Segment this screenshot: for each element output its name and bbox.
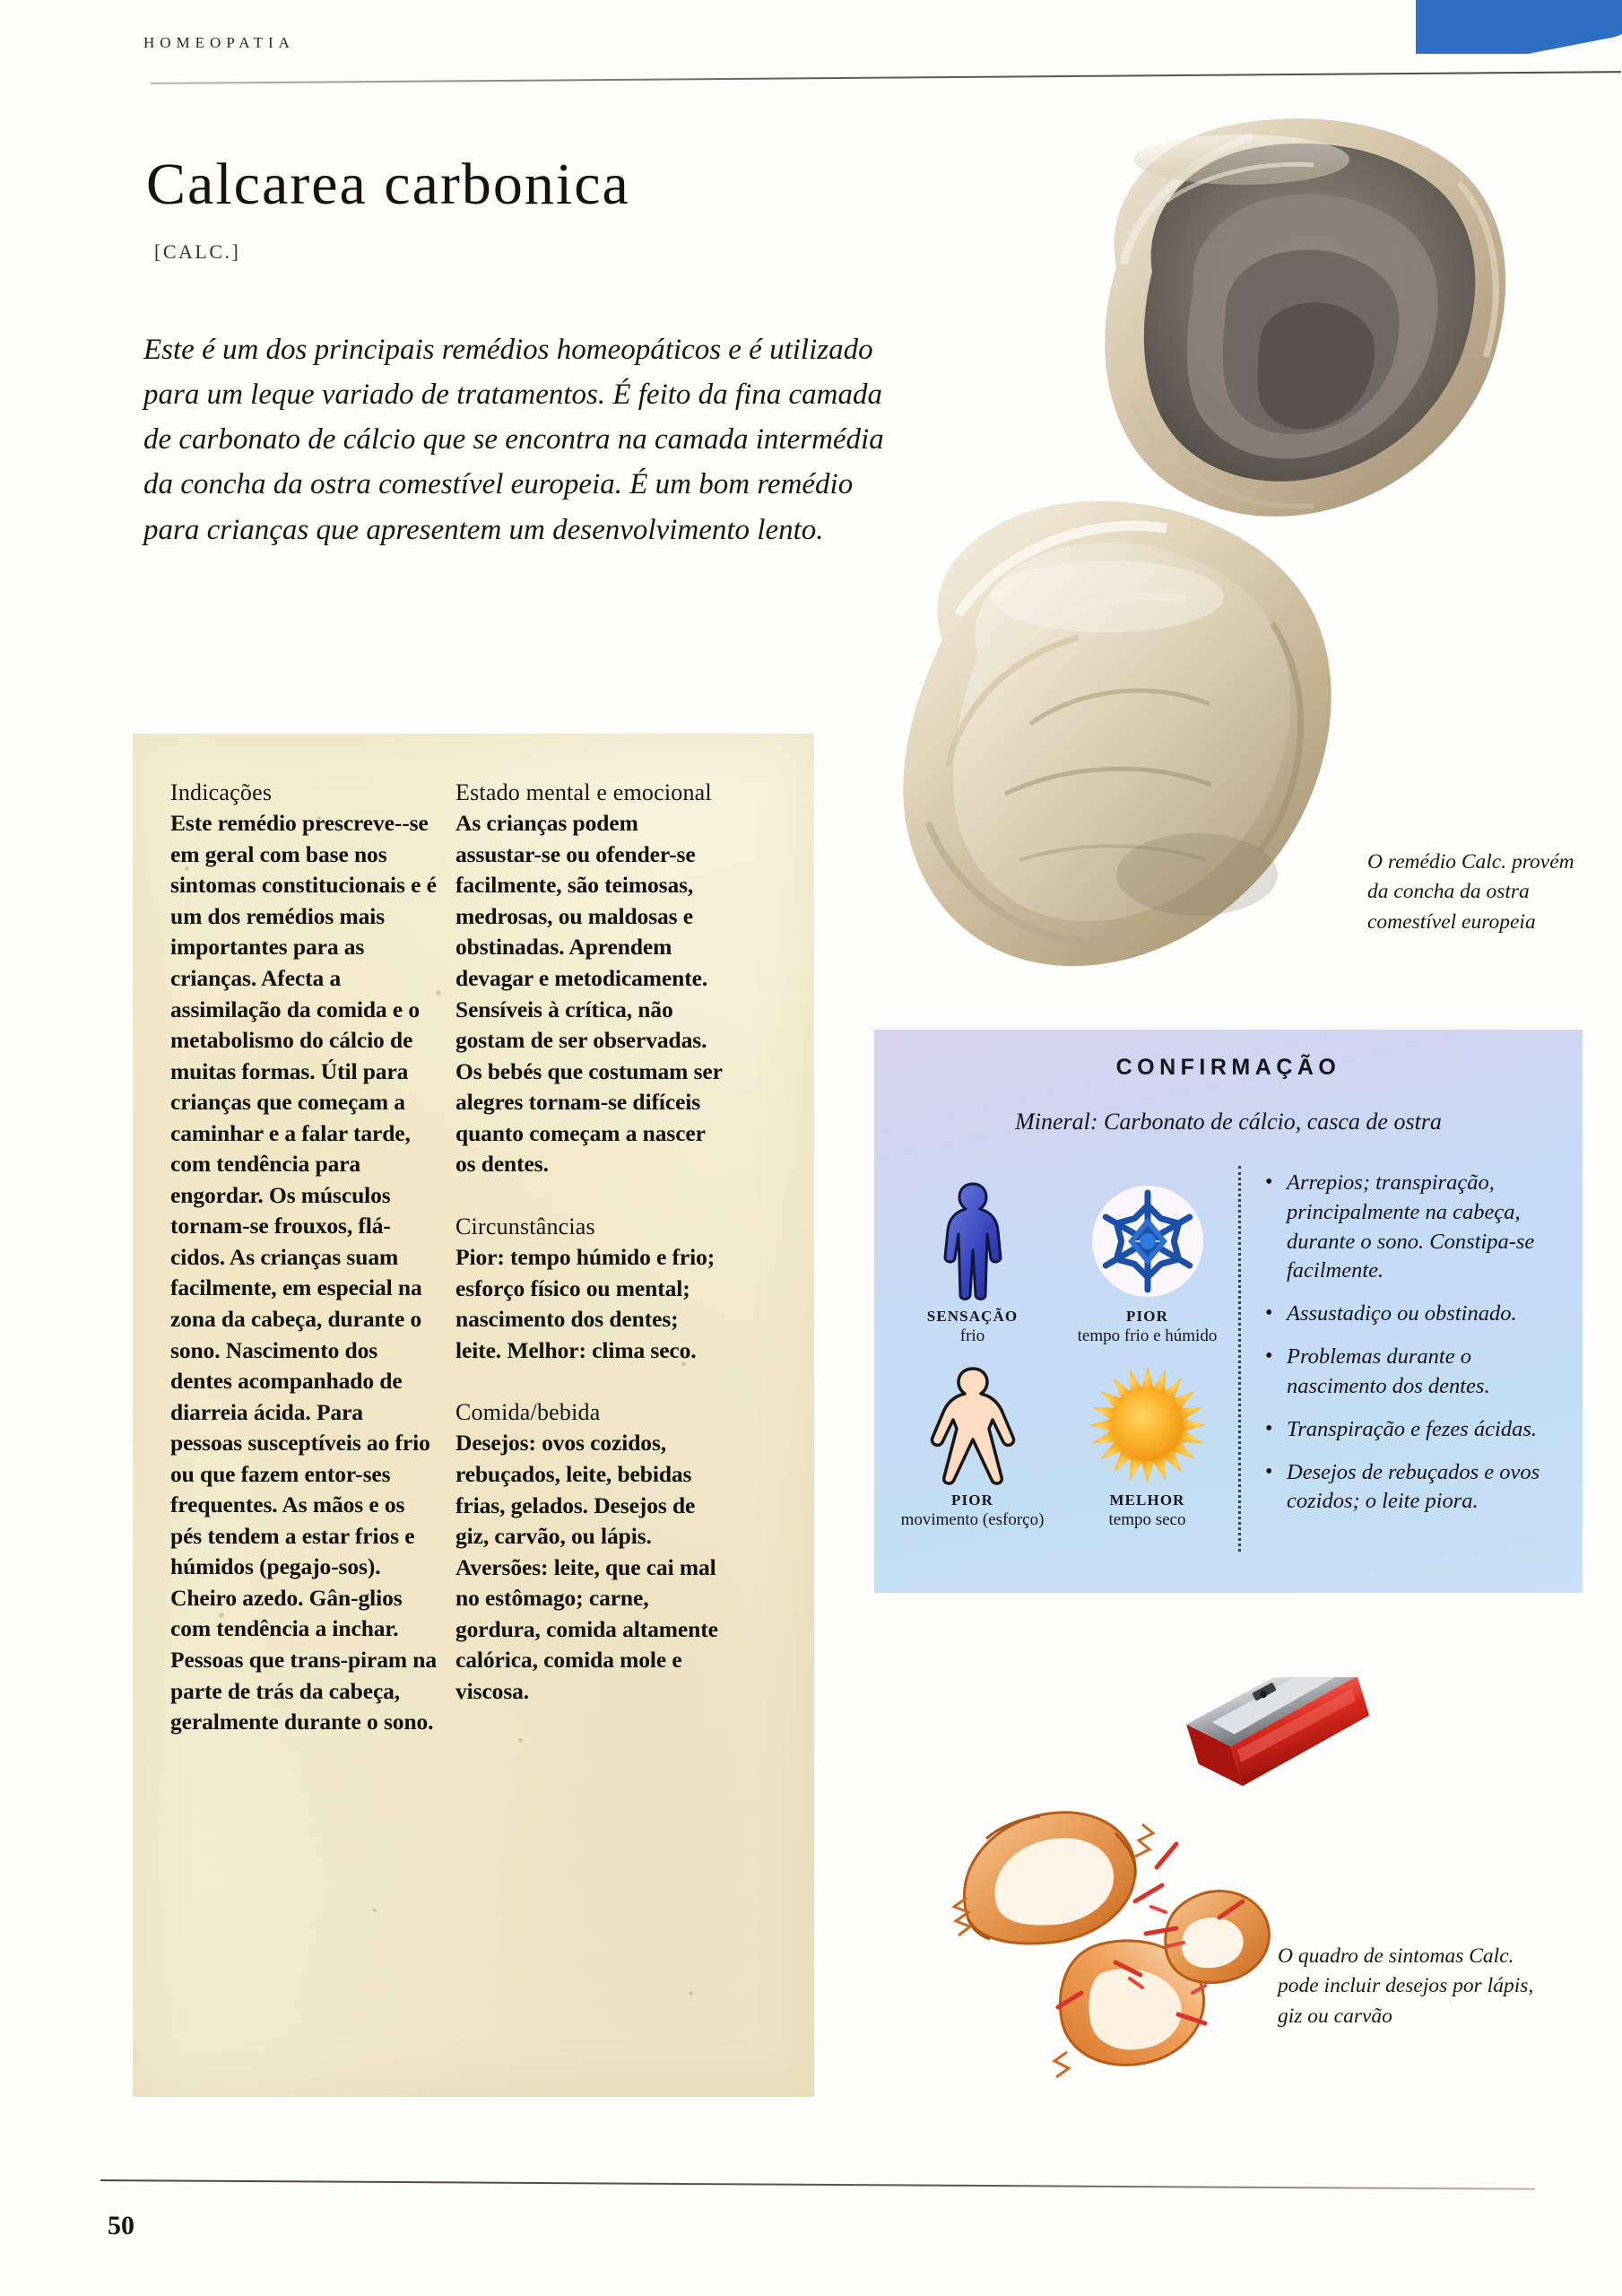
oyster-caption: O remédio Calc. provém da concha da ostra comestível europeia (1367, 850, 1574, 934)
mental-state-heading: Estado mental e emocional (455, 779, 712, 805)
snowflake-icon (1060, 1175, 1235, 1308)
icon-sub-label: tempo seco (1108, 1510, 1186, 1529)
section-spacer (455, 1366, 724, 1396)
running-head: HOMEOPATIA (143, 34, 295, 51)
indications-body: Este remédio prescreve--se em geral com base nos sintomas constitucionais e é um dos remédios mais importantes para as crianças. Afecta a assimilação da comida e o metabolismo do cálcio de muitas formas. Útil para crianças que começam a caminhar e a falar tarde, com tendência para engordar. Os músculos tornam-se frouxos, flá-cidos. As crianças suam facilmente, em especial na zona da cabeça, durante o sono. Nascimento dos dentes acompanhado de diarreia ácida. Para pessoas susceptíveis ao frio ou que fazem entor-ses frequentes. As mãos e os pés tendem a estar frios e húmidos (pegajo-sos). Cheiro azedo. Gân-glios com tendência a inchar. Pessoas que trans-piram na parte de trás da cabeça, geralmente durante o sono. (170, 810, 438, 1735)
page-number: 50 (108, 2211, 134, 2240)
mental-state-body: As crianças podem assustar-se ou ofender-se facilmente, são teimosas, medrosas, ou maldosas e obstinadas. Aprendem devagar e metodicamente. Sensíveis à crítica, não gostam de ser observadas. Os bebés que costumam ser alegres tornam-se difíceis quanto começam a nascer os dentes. (455, 810, 723, 1178)
list-item: • Assustadiço ou obstinado. (1262, 1300, 1557, 1329)
blue-person-icon (885, 1175, 1060, 1308)
symptom-panel (133, 734, 814, 2097)
footer-rule (100, 2179, 1535, 2190)
list-item: • Problemas durante o nascimento dos dentes. (1262, 1343, 1557, 1402)
icon-label: PIOR (951, 1492, 993, 1509)
remedy-abbreviation: [CALC.] (154, 240, 241, 263)
oyster-shell-photo-bottom (811, 489, 1358, 991)
corner-blue-decoration (1416, 0, 1622, 54)
food-drink-body: Desejos: ovos cozidos, rebuçados, leite, bebidas frias, gelados. Desejos de giz, carvão, ou lápis. Aversões: leite, que cai mal no estômago; carne, gordura, comida altamente calórica, comida mole e viscosa. (455, 1430, 718, 1704)
confirmation-icon-grid (885, 1175, 1235, 1530)
icon-cell-worse-cold-damp (1060, 1175, 1235, 1346)
indications-heading: Indicações (170, 779, 273, 805)
food-drink-heading: Comida/bebida (455, 1399, 601, 1426)
intro-paragraph: Este é um dos principais remédios homeopáticos e é utilizado para um leque variado de tratamentos. É feito da fina camada de carbonato de cálcio que se encontra na camada intermédia da concha da ostra comestível europeia. É um bom remédio para crianças que apresentem um desenvolvimento lento. (143, 334, 884, 546)
confirmation-divider (1238, 1166, 1241, 1552)
icon-sub-label: movimento (esforço) (900, 1510, 1045, 1529)
icon-cell-better-dry-weather (1060, 1359, 1235, 1530)
icon-sub-label: frio (959, 1326, 985, 1345)
confirmation-bullet-list (1262, 1169, 1557, 1530)
confirmation-title: CONFIRMAÇÃO (1115, 1055, 1341, 1080)
icon-cell-worse-movement (885, 1359, 1060, 1530)
icon-cell-sensation-cold (885, 1175, 1060, 1346)
list-item: • Arrepios; transpiração, principalmente na cabeça, durante o sono. Constipa-se facilmente. (1262, 1169, 1557, 1286)
header-rule (151, 71, 1621, 84)
oyster-shell-photo-top (1018, 106, 1520, 536)
circumstances-heading: Circunstâncias (455, 1213, 595, 1239)
icon-label: PIOR (1126, 1308, 1168, 1325)
page-title: Calcarea carbonica (146, 152, 630, 217)
mental-state-column (455, 777, 724, 1707)
list-item: • Desejos de rebuçados e ovos cozidos; o leite piora. (1262, 1458, 1557, 1518)
pencil-sharpener-photo (924, 1677, 1426, 2126)
circumstances-body: Pior: tempo húmido e frio; esforço físico ou mental; nascimento dos dentes; leite. Melhor: clima seco. (455, 1244, 716, 1363)
icon-sub-label: tempo frio e húmido (1077, 1326, 1218, 1345)
section-spacer (455, 1180, 724, 1211)
sun-icon (1060, 1359, 1235, 1492)
list-item: • Transpiração e fezes ácidas. (1262, 1415, 1557, 1445)
icon-label: MELHOR (1109, 1492, 1185, 1509)
confirmation-box (874, 1030, 1583, 1593)
confirmation-mineral: Mineral: Carbonato de cálcio, casca de ostra (1015, 1109, 1442, 1135)
moving-person-icon (885, 1359, 1060, 1492)
indications-column (170, 777, 439, 1738)
icon-label: SENSAÇÃO (926, 1308, 1019, 1325)
sharpener-caption: O quadro de sintomas Calc. pode incluir desejos por lápis, giz ou carvão (1278, 1944, 1534, 2028)
